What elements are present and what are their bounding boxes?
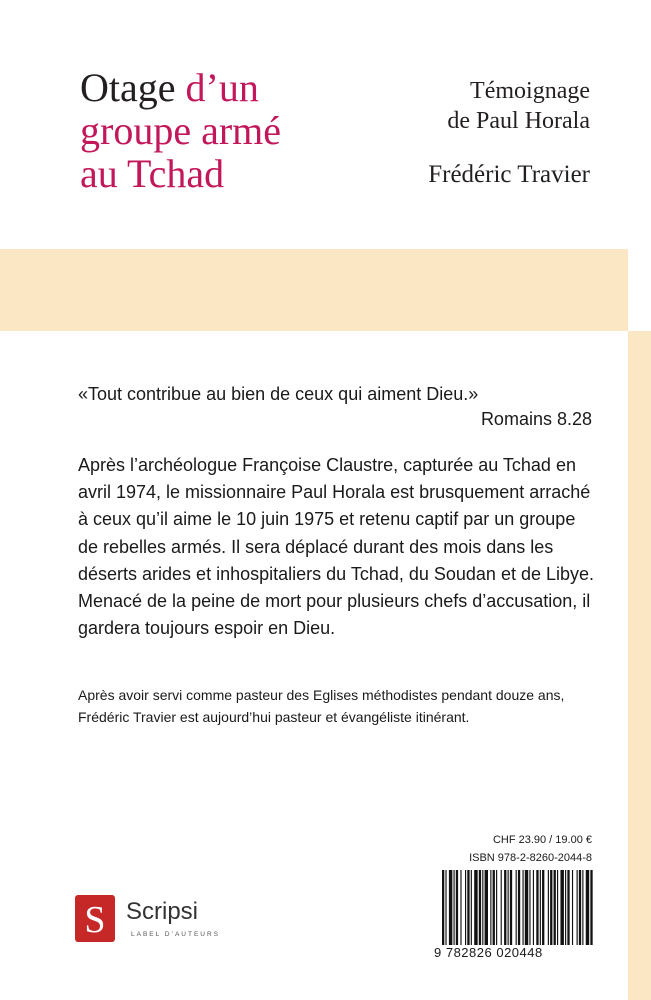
price-label: CHF 23.90 / 19.00 € (492, 834, 592, 846)
epigraph-quote: «Tout contribue au bien de ceux qui aiment Dieu.» (78, 384, 479, 404)
barcode-icon (440, 870, 595, 945)
title-line-1: Otage d’un (80, 65, 259, 110)
subtitle-line-1: Témoignage (470, 78, 590, 104)
subtitle-line-2: de Paul Horala (447, 108, 590, 134)
publisher-tagline: LABEL D’AUTEURS (131, 931, 220, 938)
author-bio: Après avoir servi comme pasteur des Eglises méthodistes pendant douze ans, Frédéric Travier est aujourd’hui pasteur et évangéliste itinérant. (78, 687, 565, 725)
epigraph-reference: Romains 8.28 (480, 409, 592, 429)
title-line-3: au Tchad (80, 151, 225, 196)
publisher-s-logo-icon (75, 895, 115, 942)
book-subtitle (386, 76, 590, 136)
author-name: Frédéric Travier (428, 161, 590, 188)
book-blurb: Après l’archéologue Françoise Claustre, capturée au Tchad en avril 1974, le missionnaire Paul Horala est brusquement arraché à ceux qu’il aime le 10 juin 1975 et retenu captif par un groupe de rebelles armés. Il sera déplacé durant des mois dans les déserts arides et inhospitaliers du Tchad, du Soudan et de Libye. Menacé de la peine de mort pour plusieurs chefs d’accusation, il gardera toujours espoir en Dieu. (78, 455, 595, 639)
svg-text:S: S (84, 899, 106, 941)
title-line-2: groupe armé (80, 108, 282, 153)
publisher-name: Scripsi (126, 898, 199, 925)
book-title (80, 66, 281, 195)
decorative-side-strip (628, 331, 651, 1000)
decorative-band (0, 249, 628, 331)
barcode-digits: 9 782826 020448 (434, 945, 543, 960)
isbn-label: ISBN 978-2-8260-2044-8 (469, 852, 592, 864)
